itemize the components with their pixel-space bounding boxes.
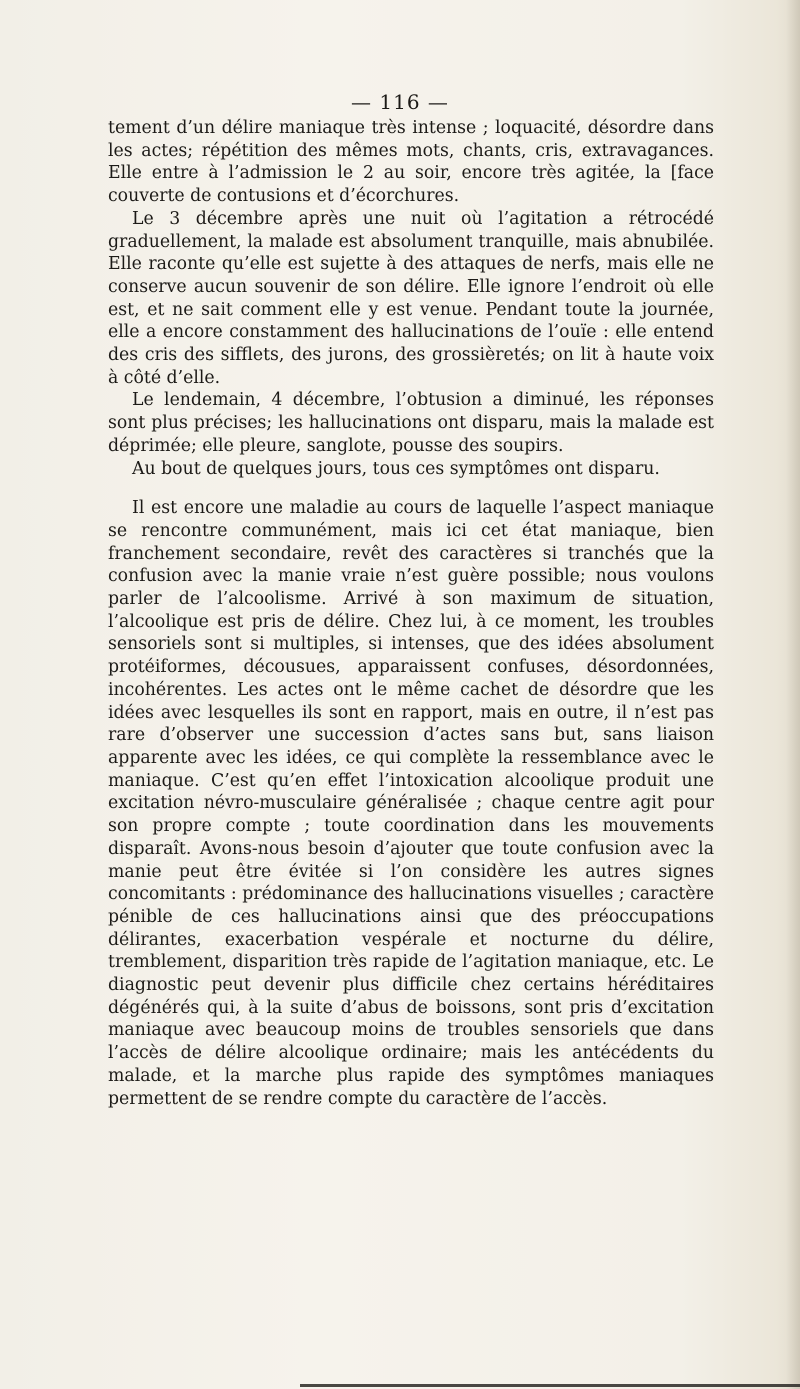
body-text	[108, 117, 714, 1110]
bottom-rule	[300, 1384, 800, 1387]
page-edge-shadow	[786, 0, 800, 1389]
paragraph-recovery: Au bout de quelques jours, tous ces symptômes ont disparu.	[132, 458, 660, 479]
page-number: — 116 —	[351, 90, 449, 114]
paragraph-continuation: tement d’un délire maniaque très intense ; loquacité, désordre dans les actes; répétition des mêmes mots, chants, cris, extravagances. Elle entre à l’admission le 2 au soir, encore très agitée, la [face couverte de contusions et d’écorchures.	[108, 118, 714, 207]
paragraph-december-3: Le 3 décembre après une nuit où l’agitation a rétrocédé graduellement, la malade est absolument tranquille, mais abnubilée. Elle raconte qu’elle est sujette à des attaques de nerfs, mais elle ne conserve aucun souvenir de son délire. Elle ignore l’endroit où elle est, et ne sait comment elle y est venue. Pendant toute la journée, elle a encore constamment des hallucinations de l’ouïe : elle entend des cris des sifflets, des jurons, des grossièretés; on lit à haute voix à côté d’elle.	[108, 208, 714, 388]
paragraph-december-4: Le lendemain, 4 décembre, l’obtusion a diminué, les réponses sont plus précises; les hallucinations ont disparu, mais la malade est déprimée; elle pleure, sanglote, pousse des soupirs.	[108, 390, 714, 456]
paragraph-alcoholism: Il est encore une maladie au cours de laquelle l’aspect maniaque se rencontre communément, mais ici cet état maniaque, bien franchement secondaire, revêt des caractères si tranchés que la confusion avec la manie vraie n’est guère possible; nous voulons parler de l’alcoolisme. Arrivé à son maximum de situation, l’alcoolique est pris de délire. Chez lui, à ce moment, les troubles sensoriels sont si multiples, si intenses, que des idées absolument protéiformes, décousues, apparaissent confuses, désordonnées, incohérentes. Les actes ont le même cachet de désordre que les idées avec lesquelles ils sont en rapport, mais en outre, il n’est pas rare d’observer une succession d’actes sans but, sans liaison apparente avec les idées, ce qui complète la ressemblance avec le maniaque. C’est qu’en effet l’intoxication alcoolique produit une excitation névro-musculaire généralisée ; chaque centre agit pour son propre compte ; toute coordination dans les mouvements disparaît. Avons-nous besoin d’ajouter que toute confusion avec la manie peut être évitée si l’on considère les autres signes concomitants : prédominance des hallucinations visuelles ; caractère pénible de ces hallucinations ainsi que des préoccupations délirantes, exacerbation vespérale et nocturne du délire, tremblement, disparition très rapide de l’agitation maniaque, etc. Le diagnostic peut devenir plus difficile chez certains héréditaires dégénérés qui, à la suite d’abus de boissons, sont pris d’excitation maniaque avec beaucoup moins de troubles sensoriels que dans l’accès de délire alcoolique ordinaire; mais les antécédents du malade, et la marche plus rapide des symptômes maniaques permettent de se rendre compte du caractère de l’accès.	[108, 498, 714, 1109]
